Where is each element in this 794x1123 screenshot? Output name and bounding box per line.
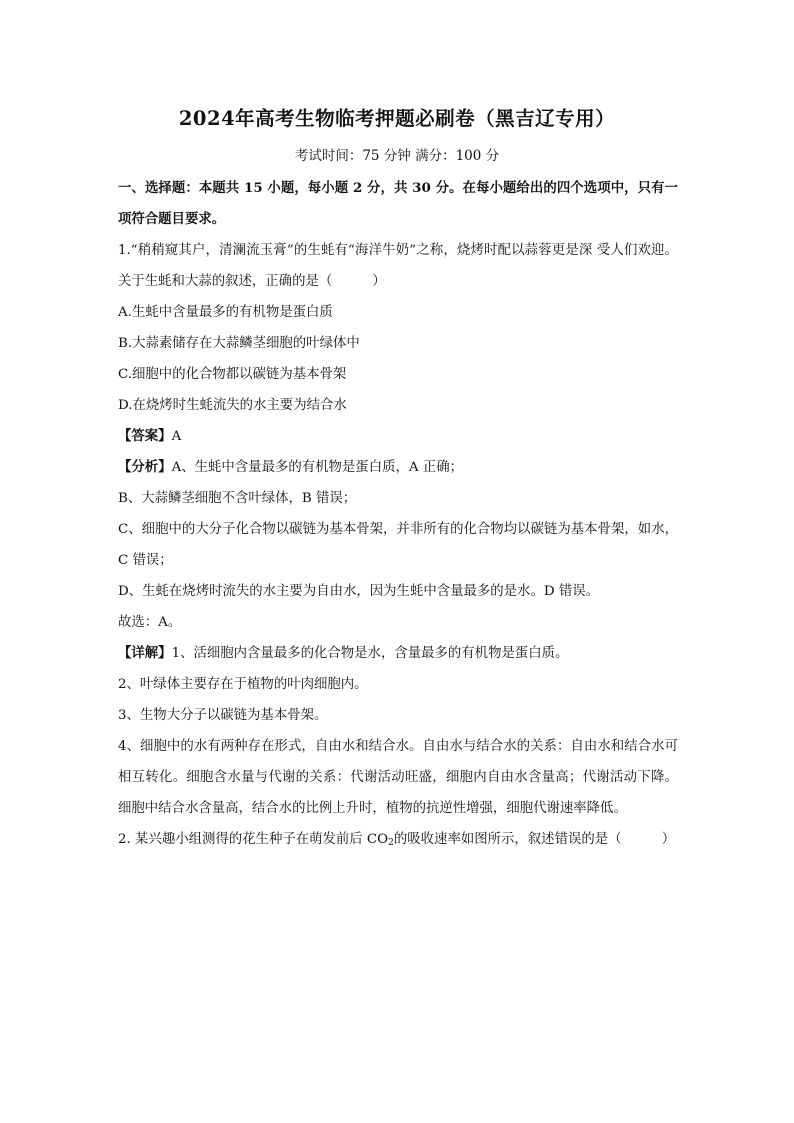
question-2-stem-after: 的吸收速率如图所示，叙述错误的是（ ） (393, 832, 676, 847)
analysis-line-3: C、细胞中的大分子化合物以碳链为基本骨架，并非所有的化合物均以碳链为基本骨架，如水，C 错误； (118, 522, 678, 568)
question-1-option-a: A.生蚝中含量最多的有机物是蛋白质 (118, 305, 333, 320)
analysis-tag: 【分析】 (118, 459, 172, 475)
analysis-line-2: B、大蒜鳞茎细胞不含叶绿体，B 错误； (118, 491, 357, 506)
detail-tag: 【详解】 (118, 645, 172, 661)
analysis-line-4: D、生蚝在烧烤时流失的水主要为自由水，因为生蚝中含量最多的是水。D 错误。 (118, 584, 600, 599)
detail-text-1: 1、活细胞内含量最多的化合物是水，含量最多的有机物是蛋白质。 (171, 646, 569, 661)
answer-tag: 【答案】 (118, 428, 172, 444)
detail-line-3: 3、生物大分子以碳链为基本骨架。 (118, 708, 328, 723)
analysis-text-a: A、生蚝中含量最多的有机物是蛋白质，A 正确； (171, 460, 463, 475)
detail-line-4: 4、细胞中的水有两种存在形式，自由水和结合水。自由水与结合水的关系：自由水和结合水可相互转化。细胞含水量与代谢的关系：代谢活动旺盛，细胞内自由水含量高；代谢活动下降。细胞中结合水含量高，结合水的比例上升时，植物的抗逆性增强，细胞代谢速率降低。 (118, 739, 678, 816)
detail-line-1 (118, 638, 678, 669)
section-heading: 一、选择题：本题共 15 小题，每小题 2 分，共 30 分。在每小题给出的四个选项中，只有一项符合题目要求。 (118, 180, 678, 227)
question-1-option-d: D.在烧烤时生蚝流失的水主要为结合水 (118, 398, 347, 413)
document-body (118, 173, 678, 855)
question-2-stem-before: 2. 某兴趣小组测得的花生种子在萌发前后 CO (118, 832, 389, 847)
question-2-subscript: 2 (388, 838, 394, 848)
analysis-conclusion: 故选：A。 (118, 615, 182, 630)
page-title: 2024年高考生物临考押题必刷卷（黑吉辽专用） (178, 107, 616, 130)
detail-line-2: 2、叶绿体主要存在于植物的叶肉细胞内。 (118, 677, 368, 692)
question-1-option-c: C.细胞中的化合物都以碳链为基本骨架 (118, 367, 347, 382)
question-2-stem (118, 824, 678, 855)
question-1-stem: 1.“稍稍窥其户，清澜流玉膏”的生蚝有“海洋牛奶”之称，烧烤时配以蒜蓉更是深 受人们欢迎。关于生蚝和大蒜的叙述，正确的是（ ） (118, 243, 678, 289)
exam-info: 考试时间：75 分钟 满分：100 分 (294, 148, 500, 164)
analysis-line-1 (118, 452, 678, 483)
answer-line (118, 421, 678, 452)
answer-value: A (171, 429, 182, 444)
question-1-option-b: B.大蒜素储存在大蒜鳞茎细胞的叶绿体中 (118, 336, 360, 351)
